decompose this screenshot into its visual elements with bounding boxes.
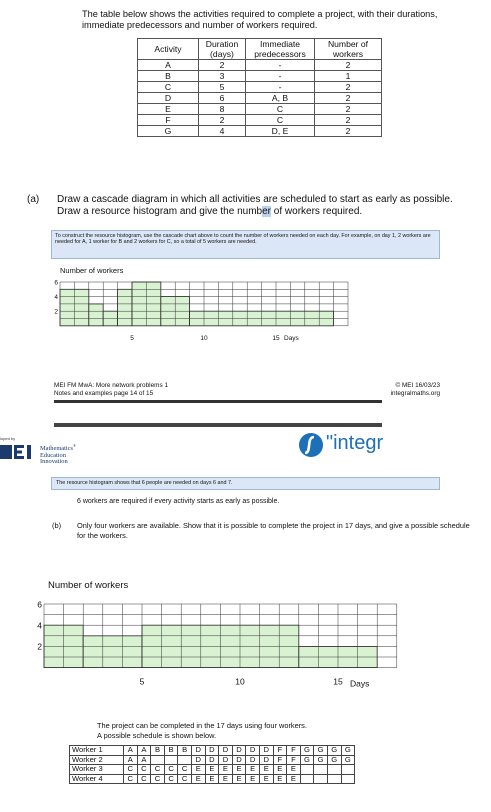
schedule-cell: D — [259, 755, 273, 765]
activity-cell: 5 — [199, 82, 246, 93]
activity-cell: C — [138, 82, 199, 93]
activity-cell: 4 — [199, 126, 246, 137]
x-tick-label: 15 — [272, 334, 280, 342]
schedule-cell: D — [259, 746, 273, 756]
x-axis-label: Days — [284, 334, 299, 342]
schedule-worker-label: Worker 2 — [70, 755, 124, 765]
activity-cell: 2 — [315, 82, 382, 93]
activity-cell: E — [138, 104, 199, 115]
schedule-cell: A — [137, 746, 151, 756]
schedule-cell: E — [205, 765, 219, 775]
y-tick-label: 2 — [37, 641, 42, 652]
logo-name: Mathematics® Education Innovation — [40, 443, 77, 465]
schedule-cell: C — [124, 765, 138, 775]
schedule-cell: C — [164, 765, 178, 775]
brand-name: "integr — [326, 432, 384, 454]
activity-row — [138, 71, 382, 82]
schedule-cell — [341, 765, 355, 775]
schedule-cell: D — [232, 755, 246, 765]
activity-table-header — [138, 39, 382, 60]
schedule-cell: E — [287, 774, 301, 784]
y-tick-label: 4 — [54, 293, 58, 301]
schedule-cell: C — [151, 774, 165, 784]
activity-cell: - — [246, 82, 315, 93]
x-tick-label: 5 — [139, 676, 145, 687]
schedule-cell: G — [341, 755, 355, 765]
activity-cell: F — [138, 115, 199, 126]
header-activity: Activity — [138, 39, 199, 60]
part-b-question: Only four workers are available. Show that it is possible to complete the project in 17 days, and give a possible schedule for the workers. — [77, 521, 470, 540]
schedule-cell: G — [341, 746, 355, 756]
activity-cell: A, B — [246, 93, 315, 104]
activity-row — [138, 82, 382, 93]
y-tick-label: 2 — [54, 308, 58, 316]
resource-histogram-a — [50, 262, 350, 354]
schedule-cell — [300, 774, 314, 784]
schedule-cell: D — [205, 746, 219, 756]
schedule-cell: D — [246, 755, 260, 765]
schedule-cell: E — [232, 774, 246, 784]
header-duration: Duration (days) — [199, 39, 246, 60]
part-a-answer: 6 workers are required if every activity starts as early as possible. — [77, 498, 280, 505]
activity-cell: 6 — [199, 93, 246, 104]
activity-cell: 1 — [315, 71, 382, 82]
schedule-cell: D — [191, 755, 205, 765]
schedule-cell — [341, 774, 355, 784]
schedule-cell: B — [164, 746, 178, 756]
schedule-cell: E — [273, 774, 287, 784]
schedule-row — [70, 746, 355, 756]
activity-cell: 2 — [315, 93, 382, 104]
y-tick-label: 4 — [37, 620, 42, 631]
part-b-conclusion: The project can be completed in the 17 days using four workers. A possible schedule is shown below. — [97, 721, 307, 740]
footer-left: MEI FM MwA: More network problems 1 Notes and examples page 14 of 15 — [54, 382, 168, 397]
schedule-cell: E — [246, 765, 260, 775]
activity-row — [138, 115, 382, 126]
schedule-cell: C — [178, 765, 192, 775]
schedule-cell: D — [246, 746, 260, 756]
activity-cell: G — [138, 126, 199, 137]
hint-note: To construct the resource histogram, use the cascade chart above to count the number of workers needed on each day. For example, on day 1, 2 workers are needed for A, 1 worker for B and 2 workers for C, so a total of 5 workers are needed. — [51, 230, 440, 259]
activity-cell: 8 — [199, 104, 246, 115]
schedule-worker-label: Worker 4 — [70, 774, 124, 784]
schedule-cell: B — [178, 746, 192, 756]
schedule-cell: C — [124, 774, 138, 784]
schedule-cell: C — [137, 765, 151, 775]
schedule-cell: C — [151, 765, 165, 775]
footer-right: © MEI 16/03/23 integralmaths.org — [390, 382, 440, 397]
schedule-cell: C — [137, 774, 151, 784]
schedule-row — [70, 765, 355, 775]
activity-cell: 2 — [315, 126, 382, 137]
part-a-label: (a) — [27, 194, 40, 205]
schedule-cell: G — [327, 755, 341, 765]
schedule-cell: A — [124, 755, 138, 765]
x-tick-label: 15 — [333, 676, 343, 687]
activity-cell: 2 — [199, 60, 246, 71]
schedule-cell: B — [151, 746, 165, 756]
schedule-cell: F — [273, 755, 287, 765]
schedule-cell: D — [205, 755, 219, 765]
schedule-cell: E — [273, 765, 287, 775]
schedule-cell — [327, 774, 341, 784]
x-tick-label: 10 — [235, 676, 245, 687]
schedule-cell: E — [246, 774, 260, 784]
resource-histogram-b — [36, 576, 456, 696]
y-axis-label: Number of workers — [48, 580, 129, 591]
x-tick-label: 10 — [200, 334, 208, 342]
histogram-bar — [83, 636, 142, 668]
activity-cell: C — [246, 104, 315, 115]
activity-row — [138, 60, 382, 71]
x-axis-label: Days — [350, 678, 370, 689]
header-predecessors: Immediate predecessors — [246, 39, 315, 60]
mei-logo-mark — [0, 442, 40, 462]
integral-brand — [298, 432, 398, 458]
y-tick-label: 6 — [54, 279, 58, 287]
schedule-cell: D — [191, 746, 205, 756]
schedule-cell: E — [219, 774, 233, 784]
part-b-label: (b) — [52, 521, 62, 530]
mei-logo — [0, 436, 120, 464]
schedule-cell: F — [273, 746, 287, 756]
y-axis-label: Number of workers — [60, 266, 124, 275]
schedule-cell: E — [259, 774, 273, 784]
schedule-cell: D — [219, 755, 233, 765]
schedule-cell: E — [259, 765, 273, 775]
activity-row — [138, 93, 382, 104]
hint-note-2: The resource histogram shows that 6 people are needed on days 6 and 7. — [51, 477, 440, 490]
schedule-row — [70, 774, 355, 784]
activity-cell: - — [246, 71, 315, 82]
schedule-cell: E — [232, 765, 246, 775]
schedule-cell: C — [178, 774, 192, 784]
activity-cell: A — [138, 60, 199, 71]
schedule-cell: D — [219, 746, 233, 756]
schedule-cell: G — [314, 755, 328, 765]
schedule-cell: G — [314, 746, 328, 756]
schedule-worker-label: Worker 3 — [70, 765, 124, 775]
activity-cell: 2 — [315, 104, 382, 115]
schedule-cell: F — [287, 755, 301, 765]
schedule-cell: D — [232, 746, 246, 756]
schedule-cell: C — [164, 774, 178, 784]
activity-table — [137, 38, 382, 137]
schedule-worker-label: Worker 1 — [70, 746, 124, 756]
activity-cell: D — [138, 93, 199, 104]
activity-cell: 2 — [315, 60, 382, 71]
logo-tag: loped by — [0, 436, 16, 441]
schedule-cell: A — [124, 746, 138, 756]
schedule-cell: E — [191, 765, 205, 775]
activity-row — [138, 126, 382, 137]
activity-cell: 2 — [315, 115, 382, 126]
activity-cell: 2 — [199, 115, 246, 126]
schedule-cell: E — [219, 765, 233, 775]
schedule-cell: E — [205, 774, 219, 784]
activity-row — [138, 104, 382, 115]
activity-cell: B — [138, 71, 199, 82]
histogram-bar — [89, 304, 103, 326]
activity-cell: 3 — [199, 71, 246, 82]
schedule-cell: A — [137, 755, 151, 765]
logo-letters — [0, 439, 2, 440]
x-tick-label: 5 — [130, 334, 134, 342]
schedule-cell — [314, 774, 328, 784]
activity-cell: - — [246, 60, 315, 71]
schedule-cell — [300, 765, 314, 775]
schedule-cell: G — [300, 755, 314, 765]
activity-cell: C — [246, 115, 315, 126]
schedule-cell: G — [300, 746, 314, 756]
integral-logo-icon — [298, 432, 324, 458]
y-tick-label: 6 — [37, 599, 42, 610]
header-rule — [54, 423, 382, 427]
schedule-cell: E — [191, 774, 205, 784]
schedule-cell — [327, 765, 341, 775]
header-workers: Number of workers — [315, 39, 382, 60]
histogram-bar — [118, 289, 132, 326]
schedule-cell — [314, 765, 328, 775]
part-a-question: Draw a cascade diagram in which all activities are scheduled to start as early as possible. Draw a resource histogram and give the number of workers required. — [57, 194, 453, 217]
schedule-cell: E — [287, 765, 301, 775]
worker-schedule-table — [69, 745, 355, 784]
intro-text: The table below shows the activities required to complete a project, with their durations, immediate predecessors and number of workers required. — [82, 9, 438, 30]
schedule-cell: F — [287, 746, 301, 756]
footer-rule — [54, 400, 382, 403]
schedule-cell: G — [327, 746, 341, 756]
activity-cell: D, E — [246, 126, 315, 137]
